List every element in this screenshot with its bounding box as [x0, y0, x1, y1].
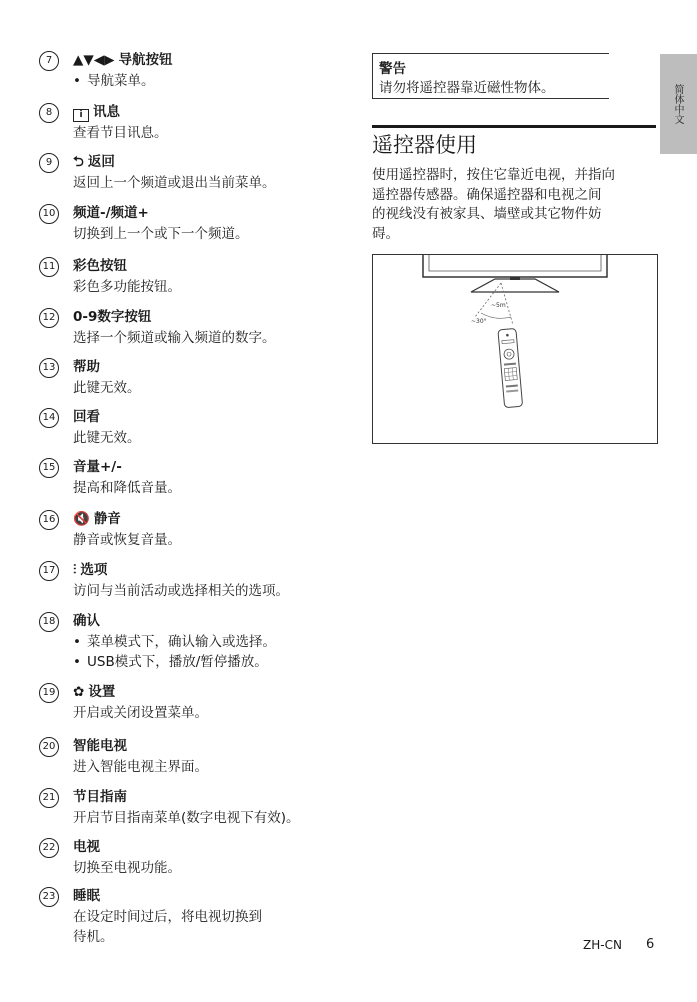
item-icon: i [73, 109, 89, 122]
item-description-line: 切换至电视功能。 [73, 860, 181, 876]
item-icon: ⮌ [73, 154, 84, 170]
remote-usage-figure [372, 254, 658, 444]
item-description-line: 此键无效。 [73, 380, 141, 396]
item-description-line: 静音或恢复音量。 [73, 532, 181, 548]
item-description [73, 581, 289, 601]
item-description-line: 返回上一个频道或退出当前菜单。 [73, 175, 276, 191]
item-number: 12 [39, 308, 59, 328]
remote-control [498, 328, 523, 407]
item-description-line: 访问与当前活动或选择相关的选项。 [73, 583, 289, 599]
item-number: 9 [39, 153, 59, 173]
language-side-tab [660, 54, 697, 154]
item-description [73, 703, 208, 723]
section-line: 的视线没有被家具、墙壁或其它物件妨 [372, 206, 602, 222]
item-title: 返回 [87, 154, 115, 170]
item-title-row [73, 308, 151, 327]
item-number: 17 [39, 561, 59, 581]
item-title-row [73, 737, 127, 756]
item-description [73, 428, 141, 448]
item-number: 8 [39, 103, 59, 123]
item-title-row [73, 153, 115, 172]
item-title: 静音 [93, 511, 121, 527]
item-title: 频道-/频道+ [73, 205, 149, 221]
item-description [73, 757, 208, 777]
item-description [73, 224, 249, 244]
item-title-row [73, 612, 100, 631]
warning-text: 请勿将遥控器靠近磁性物体。 [379, 80, 555, 96]
item-title: 音量+/- [73, 459, 122, 475]
item-number: 7 [39, 51, 59, 71]
item-description [73, 328, 276, 348]
item-title-row [73, 358, 100, 377]
item-number: 22 [39, 838, 59, 858]
item-number: 18 [39, 612, 59, 632]
item-title-row [73, 204, 149, 223]
item-number: 13 [39, 358, 59, 378]
item-title: 回看 [73, 409, 100, 425]
item-description-line: 彩色多功能按钮。 [73, 279, 181, 295]
item-description-line: 待机。 [73, 929, 114, 945]
item-title: 设置 [88, 684, 116, 700]
item-description-line: 查看节目讯息。 [73, 125, 168, 141]
item-description-line: 开启节目指南菜单(数字电视下有效)。 [73, 810, 300, 826]
item-number: 10 [39, 204, 59, 224]
item-title-row [73, 887, 100, 906]
item-title-row [73, 788, 127, 807]
item-title: 帮助 [73, 359, 100, 375]
item-icon: 🔇 [73, 511, 90, 527]
item-title: 睡眠 [73, 888, 100, 904]
item-title: 0-9数字按钮 [73, 309, 152, 325]
item-icon: ✿ [73, 684, 85, 700]
distance-label: ~5m [491, 302, 506, 309]
item-description-line: 此键无效。 [73, 430, 141, 446]
item-title-row [73, 838, 100, 857]
item-description [73, 632, 276, 672]
item-description-line: 进入智能电视主界面。 [73, 759, 208, 775]
item-description-line: 在设定时间过后，将电视切换到 [73, 909, 262, 925]
item-number: 15 [39, 458, 59, 478]
item-description-line: 选择一个频道或输入频道的数字。 [73, 330, 276, 346]
warning-title: 警告 [379, 61, 406, 77]
item-number: 21 [39, 788, 59, 808]
item-description [73, 858, 181, 878]
item-title-row [73, 408, 100, 427]
item-title-row [73, 458, 122, 477]
section-rule [372, 125, 656, 128]
item-title-row [73, 683, 115, 702]
item-description-line: 提高和降低音量。 [73, 480, 181, 496]
item-number: 20 [39, 737, 59, 757]
item-description [73, 123, 168, 143]
item-title-row [73, 257, 127, 276]
item-description [73, 277, 181, 297]
item-number: 11 [39, 257, 59, 277]
remote-usage-illustration [373, 255, 657, 443]
item-title-row [73, 51, 173, 70]
item-description-line: • 导航菜单。 [73, 71, 155, 91]
item-description [73, 173, 276, 193]
item-title: 电视 [73, 839, 100, 855]
item-title: 讯息 [93, 104, 120, 120]
item-title: 智能电视 [73, 738, 127, 754]
section-title: 遥控器使用 [372, 133, 477, 157]
item-title: 导航按钮 [118, 52, 173, 68]
item-icon: ⫶ [73, 562, 77, 578]
item-description [73, 378, 141, 398]
section-line: 遥控器传感器。确保遥控器和电视之间 [372, 186, 602, 203]
page-number: 6 [646, 937, 655, 952]
section-body [372, 166, 662, 244]
language-tab-label: 简体中文 [672, 84, 683, 124]
item-title-row [73, 103, 120, 122]
item-description-line: • 菜单模式下，确认输入或选择。 [73, 632, 276, 652]
item-title: 节目指南 [73, 789, 127, 805]
item-title: 选项 [80, 562, 108, 578]
item-number: 14 [39, 408, 59, 428]
item-description [73, 808, 300, 828]
section-line: 使用遥控器时，按住它靠近电视，并指向 [372, 167, 615, 183]
item-description-line: 切换到上一个或下一个频道。 [73, 226, 249, 242]
item-title: 确认 [73, 613, 100, 629]
angle-label: ~30° [471, 318, 487, 325]
item-description [73, 907, 262, 947]
item-title-row [73, 510, 121, 529]
warning-box [372, 53, 609, 99]
item-description [73, 478, 181, 498]
item-description [73, 71, 155, 91]
item-number: 19 [39, 683, 59, 703]
item-description-line: • USB模式下，播放/暂停播放。 [73, 652, 276, 672]
item-icon: ▲▼◀▶ [73, 52, 115, 68]
item-number: 16 [39, 510, 59, 530]
footer-language-code: ZH-CN [583, 938, 622, 952]
item-number: 23 [39, 887, 59, 907]
section-line: 碍。 [372, 225, 399, 242]
item-description-line: 开启或关闭设置菜单。 [73, 705, 208, 721]
item-description [73, 530, 181, 550]
item-title-row [73, 561, 107, 580]
item-title: 彩色按钮 [73, 258, 127, 274]
